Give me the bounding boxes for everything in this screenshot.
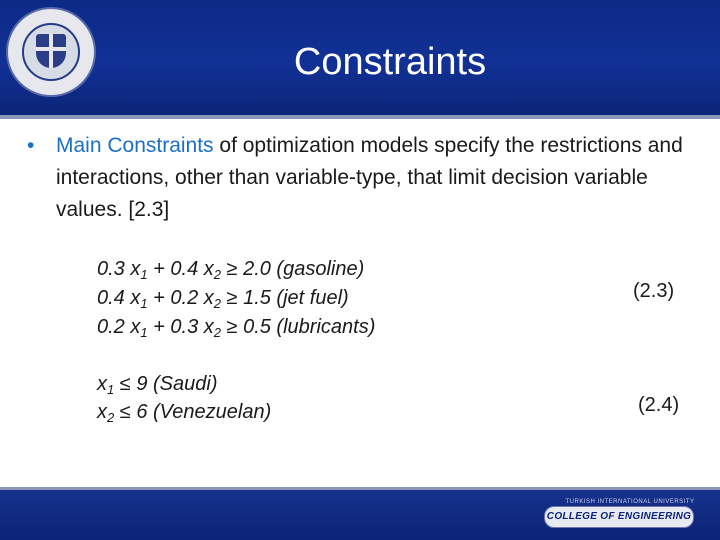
header-divider — [0, 115, 720, 119]
equation-venezuelan: $x_2 \le 6$ (Venezuelan) — [97, 401, 272, 425]
equation-saudi: $x_1 \le 9$ (Saudi) — [97, 373, 218, 397]
footer-university-name: TURKISH INTERNATIONAL UNIVERSITY — [565, 499, 695, 505]
equation-ref-2-4: (2.4) — [638, 394, 680, 416]
bullet-marker: • — [27, 134, 35, 157]
seal-cross-vertical — [49, 34, 53, 68]
equation-jet-fuel: 0.4 $x_1 + 0.2$ $x_2 \ge 1.5$ (jet fuel) — [97, 287, 349, 311]
equation-lubricants: 0.2 $x_1 + 0.3$ $x_2 \ge 0.5$ (lubricants) — [97, 316, 376, 340]
bullet-body: of optimization models specify the restrictions and interactions, other than variable-type, that limit decision variable values. [2.3] — [56, 134, 683, 221]
college-logo: COLLEGE OF ENGINEERING — [544, 506, 694, 528]
bullet-text — [56, 130, 696, 226]
slide-title: Constraints — [293, 41, 487, 83]
equation-gasoline: 0.3 $x_1 + 0.4$ $x_2 \ge 2.0$ (gasoline) — [97, 258, 365, 282]
university-seal-icon — [6, 7, 96, 97]
highlighted-term: Main Constraints — [56, 134, 214, 157]
equation-ref-2-3: (2.3) — [633, 280, 675, 302]
